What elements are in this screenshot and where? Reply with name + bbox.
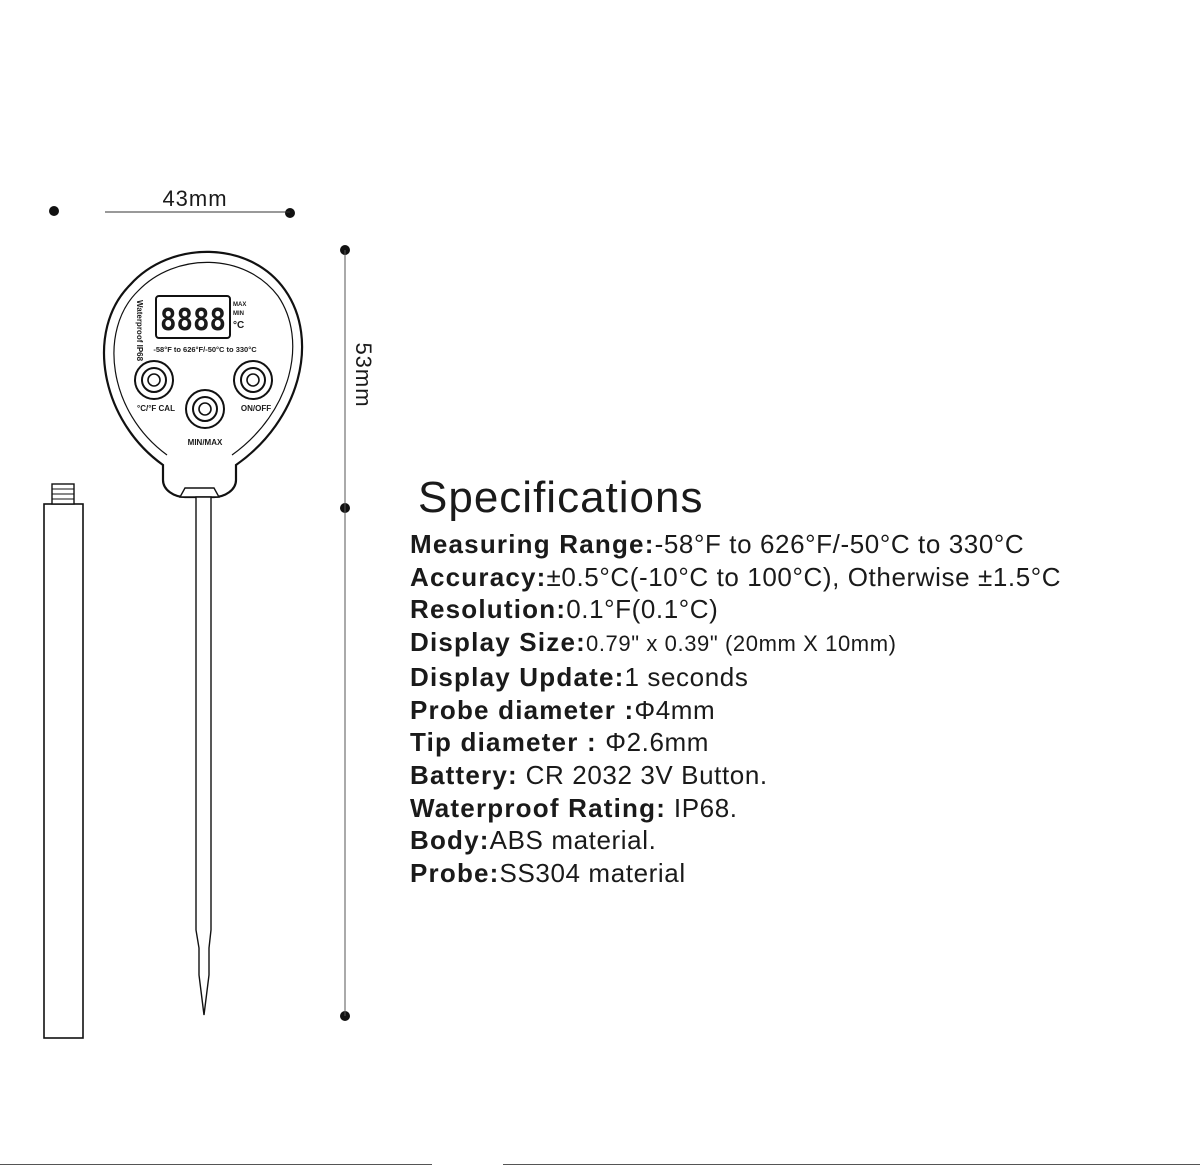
spec-label: Accuracy: — [410, 561, 547, 592]
button-right-label: ON/OFF — [240, 404, 272, 413]
spec-value: 0.1°F(0.1°C) — [566, 594, 719, 625]
sleeve-body — [44, 504, 83, 1038]
side-label: Waterproof IP68 — [135, 300, 144, 362]
width-label: 43mm — [162, 186, 228, 211]
spec-label: Display Size: — [410, 627, 586, 658]
lcd-min: MIN — [233, 311, 244, 317]
spec-row — [410, 726, 1190, 759]
spec-label: Body: — [410, 825, 490, 856]
spec-value: Φ2.6mm — [605, 727, 710, 758]
spec-value: CR 2032 3V Button. — [517, 759, 768, 790]
dimension-dot — [49, 206, 59, 216]
spec-value: -58°F to 626°F/-50°C to 330°C — [654, 529, 1025, 559]
spec-label: Battery: — [410, 759, 518, 790]
spec-row — [410, 561, 1190, 594]
spec-label: Resolution: — [410, 594, 567, 625]
button-bottom-label: MIN/MAX — [187, 438, 223, 447]
lcd-digits: 8888 — [160, 303, 226, 338]
probe-sleeve — [44, 484, 83, 1038]
spec-value: ABS material. — [489, 825, 657, 856]
height-dimension — [340, 245, 376, 1021]
spec-value: Φ4mm — [634, 694, 716, 725]
spec-row — [410, 626, 1190, 661]
range-label: -58°F to 626°F/-50°C to 330°C — [153, 345, 257, 354]
dimension-dot — [285, 208, 295, 218]
lcd-max: MAX — [233, 302, 247, 308]
thermometer-head — [104, 252, 302, 497]
button-right[interactable] — [234, 361, 272, 399]
spec-label: Display Update: — [410, 661, 625, 692]
button-bottom[interactable] — [186, 390, 224, 428]
spec-value: 0.79" x 0.39" (20mm X 10mm) — [586, 631, 897, 657]
spec-value: 1 seconds — [624, 661, 749, 692]
specifications-panel — [410, 472, 1190, 890]
spec-row — [410, 593, 1190, 626]
spec-label: Probe: — [410, 858, 500, 889]
spec-row — [410, 694, 1190, 727]
spec-label: Tip diameter : — [410, 727, 606, 758]
spec-row — [410, 661, 1190, 694]
specifications-title: Specifications — [418, 473, 704, 522]
spec-value: SS304 material — [499, 858, 686, 889]
spec-row — [410, 528, 1190, 561]
lcd-unit: °C — [233, 320, 245, 331]
probe-shaft — [196, 497, 211, 1015]
width-dimension — [49, 186, 295, 218]
collar — [180, 488, 219, 497]
spec-label: Measuring Range: — [410, 529, 655, 559]
height-label: 53mm — [351, 342, 376, 408]
spec-row — [410, 759, 1190, 792]
spec-row — [410, 824, 1190, 857]
spec-row — [410, 792, 1190, 825]
spec-value: IP68. — [666, 792, 738, 823]
probe — [196, 497, 211, 1015]
spec-row — [410, 857, 1190, 890]
bottom-divider — [503, 1164, 1200, 1165]
spec-label: Probe diameter : — [410, 694, 635, 725]
bottom-divider — [0, 1164, 432, 1165]
spec-label: Waterproof Rating: — [410, 792, 667, 823]
spec-value: ±0.5°C(-10°C to 100°C), Otherwise ±1.5°C — [546, 561, 1062, 592]
button-left[interactable] — [135, 361, 173, 399]
button-left-label: °C/°F CAL — [137, 404, 175, 413]
